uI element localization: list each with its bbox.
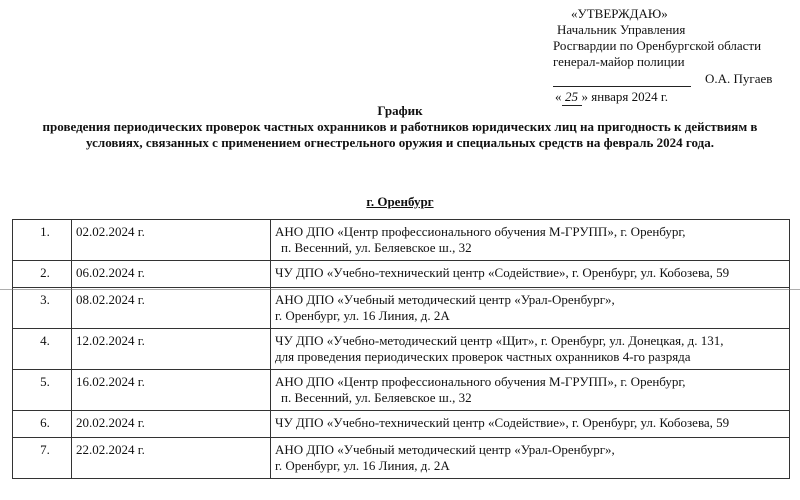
org-name: ЧУ ДПО «Учебно-методический центр «Щит», г. Оренбург, ул. Донецкая, д. 131, [275,333,724,348]
org-address: п. Весенний, ул. Беляевское ш., 32 [281,390,472,405]
row-organization [271,411,790,438]
org-name: АНО ДПО «Учебный методический центр «Урал-Оренбург», [275,292,615,307]
city-name: г. Оренбург [366,194,434,209]
row-number: 3. [13,288,72,329]
table-row [13,370,790,411]
row-date: 02.02.2024 г. [72,220,271,261]
table-row [13,288,790,329]
row-organization [271,220,790,261]
org-address: г. Оренбург, ул. 16 Линия, д. 2А [275,458,450,473]
row-number: 1. [13,220,72,261]
row-number: 5. [13,370,72,411]
org-note: для проведения периодических проверок частных охранников 4-го разряда [275,349,691,364]
org-name: АНО ДПО «Учебный методический центр «Урал-Оренбург», [275,442,615,457]
row-date: 22.02.2024 г. [72,438,271,479]
document-subtitle: проведения периодических проверок частных охранников и работников юридических лиц на пригодность к действиям в условиях, связанных с применением огнестрельного оружия и специальных средств на февраль 2024 года. [42,119,758,150]
date-rest: января 2024 г. [588,89,669,104]
approval-position-line1: Начальник Управления [557,22,686,37]
row-organization [271,370,790,411]
signature-line [553,74,691,87]
table-row [13,329,790,370]
row-number: 6. [13,411,72,438]
approval-position-line3: генерал-майор полиции [553,54,685,69]
row-number: 2. [13,261,72,288]
date-day: 25 [562,89,582,106]
document-heading [0,103,800,151]
schedule-table [12,219,790,479]
date-close-quote: » [581,89,588,104]
approval-position-line2: Росгвардии по Оренбургской области [553,38,762,53]
table-row [13,220,790,261]
row-number: 7. [13,438,72,479]
org-name: ЧУ ДПО «Учебно-технический центр «Содействие», г. Оренбург, ул. Кобозева, 59 [275,265,730,280]
org-address: п. Весенний, ул. Беляевское ш., 32 [281,240,472,255]
city-heading [0,194,800,210]
date-open-quote: « [555,89,562,104]
scan-artifact-line [0,289,800,290]
org-name: ЧУ ДПО «Учебно-технический центр «Содействие», г. Оренбург, ул. Кобозева, 59 [275,415,730,430]
table-row [13,438,790,479]
row-date: 20.02.2024 г. [72,411,271,438]
document-title: График [377,103,423,118]
row-date: 06.02.2024 г. [72,261,271,288]
signature-row [553,71,793,87]
table-row [13,261,790,288]
org-name: АНО ДПО «Центр профессионального обучения М-ГРУПП», г. Оренбург, [275,374,686,389]
row-date: 08.02.2024 г. [72,288,271,329]
approval-title: «УТВЕРЖДАЮ» [571,6,668,21]
row-organization [271,329,790,370]
row-organization [271,261,790,288]
approval-block [553,6,793,106]
org-name: АНО ДПО «Центр профессионального обучения М-ГРУПП», г. Оренбург, [275,224,686,239]
row-date: 16.02.2024 г. [72,370,271,411]
org-address: г. Оренбург, ул. 16 Линия, д. 2А [275,308,450,323]
row-organization [271,438,790,479]
row-number: 4. [13,329,72,370]
row-date: 12.02.2024 г. [72,329,271,370]
table-row [13,411,790,438]
approver-name: О.А. Пугаев [705,71,773,86]
row-organization [271,288,790,329]
